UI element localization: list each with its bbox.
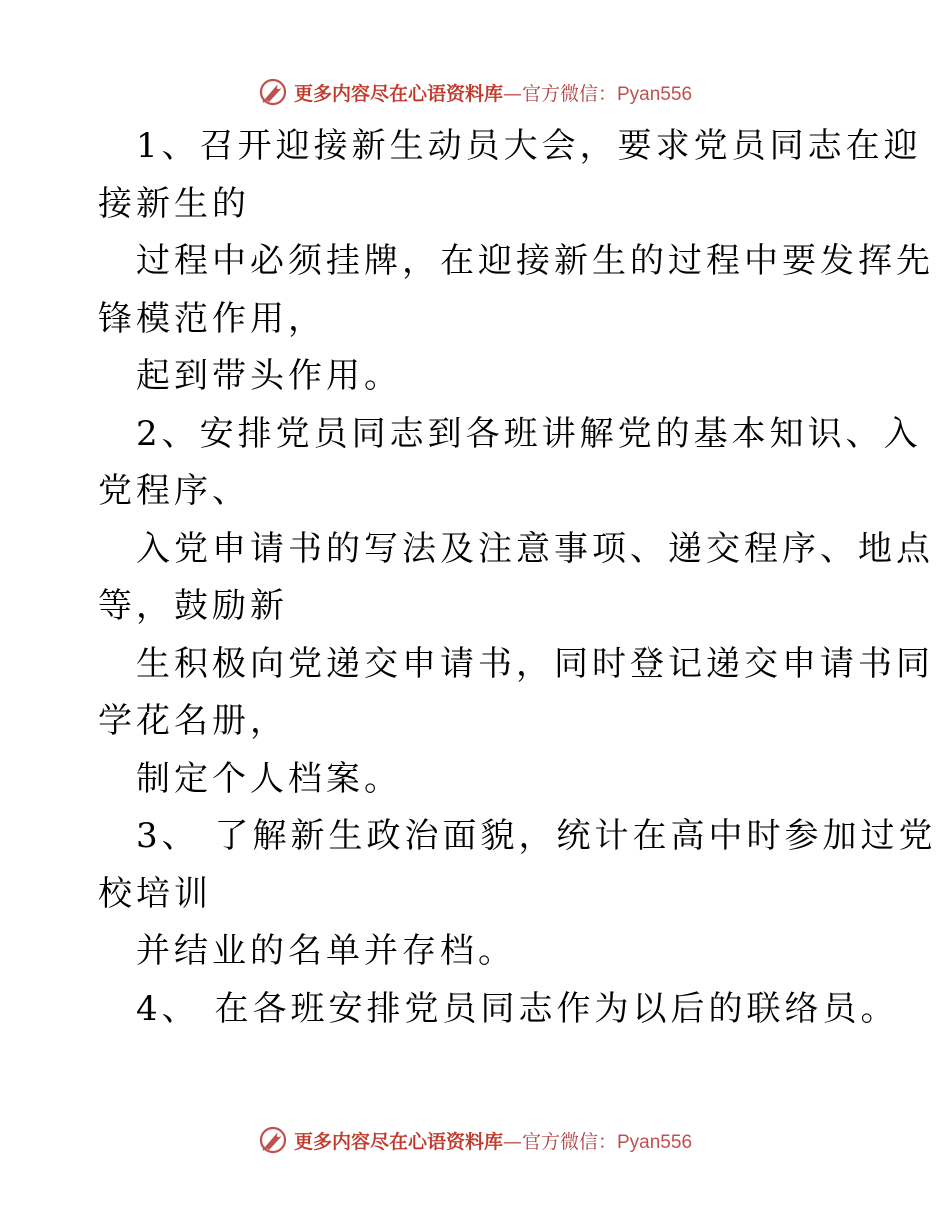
watermark-dash: —	[502, 1130, 522, 1153]
watermark-main: 更多内容尽在心语资料库	[293, 1130, 503, 1153]
text-line: 起到带头作用。	[136, 356, 402, 396]
watermark-text	[294, 79, 692, 106]
pen-nib-logo-icon	[258, 1125, 288, 1155]
text-line: 2、安排党员同志到各班讲解党的基本知识、入	[136, 413, 922, 454]
text-line: 党程序、	[98, 471, 250, 511]
text-line: 锋模范作用，	[98, 298, 326, 339]
watermark-dash: —	[502, 82, 522, 105]
text-line: 过程中必须挂牌，在迎接新生的过程中要发挥先	[136, 241, 934, 281]
text-line: 并结业的名单并存档。	[136, 931, 516, 971]
text-line: 校培训	[98, 873, 212, 914]
text-line: 3、 了解新生政治面貌，统计在高中时参加过党	[136, 816, 937, 856]
watermark-id: Pyan556	[617, 1131, 693, 1153]
text-line: 接新生的	[98, 183, 250, 224]
text-line: 生积极向党递交申请书，同时登记递交申请书同	[136, 643, 934, 684]
text-line: 学花名册，	[98, 701, 288, 741]
text-line: 4、 在各班安排党员同志作为以后的联络员。	[136, 988, 899, 1029]
text-line: 等，鼓励新	[98, 586, 288, 626]
footer-watermark	[0, 1120, 950, 1160]
pen-nib-logo-icon	[258, 77, 288, 107]
watermark-text	[294, 1127, 692, 1154]
document-body	[98, 118, 937, 1038]
text-line: 1、召开迎接新生动员大会，要求党员同志在迎	[136, 126, 922, 166]
text-line: 入党申请书的写法及注意事项、递交程序、地点	[136, 528, 934, 569]
watermark-main: 更多内容尽在心语资料库	[293, 82, 503, 105]
watermark-sub: 官方微信：	[521, 82, 617, 105]
watermark-sub: 官方微信：	[521, 1130, 617, 1153]
header-watermark	[0, 72, 950, 112]
text-line: 制定个人档案。	[136, 758, 402, 799]
watermark-id: Pyan556	[617, 83, 693, 105]
